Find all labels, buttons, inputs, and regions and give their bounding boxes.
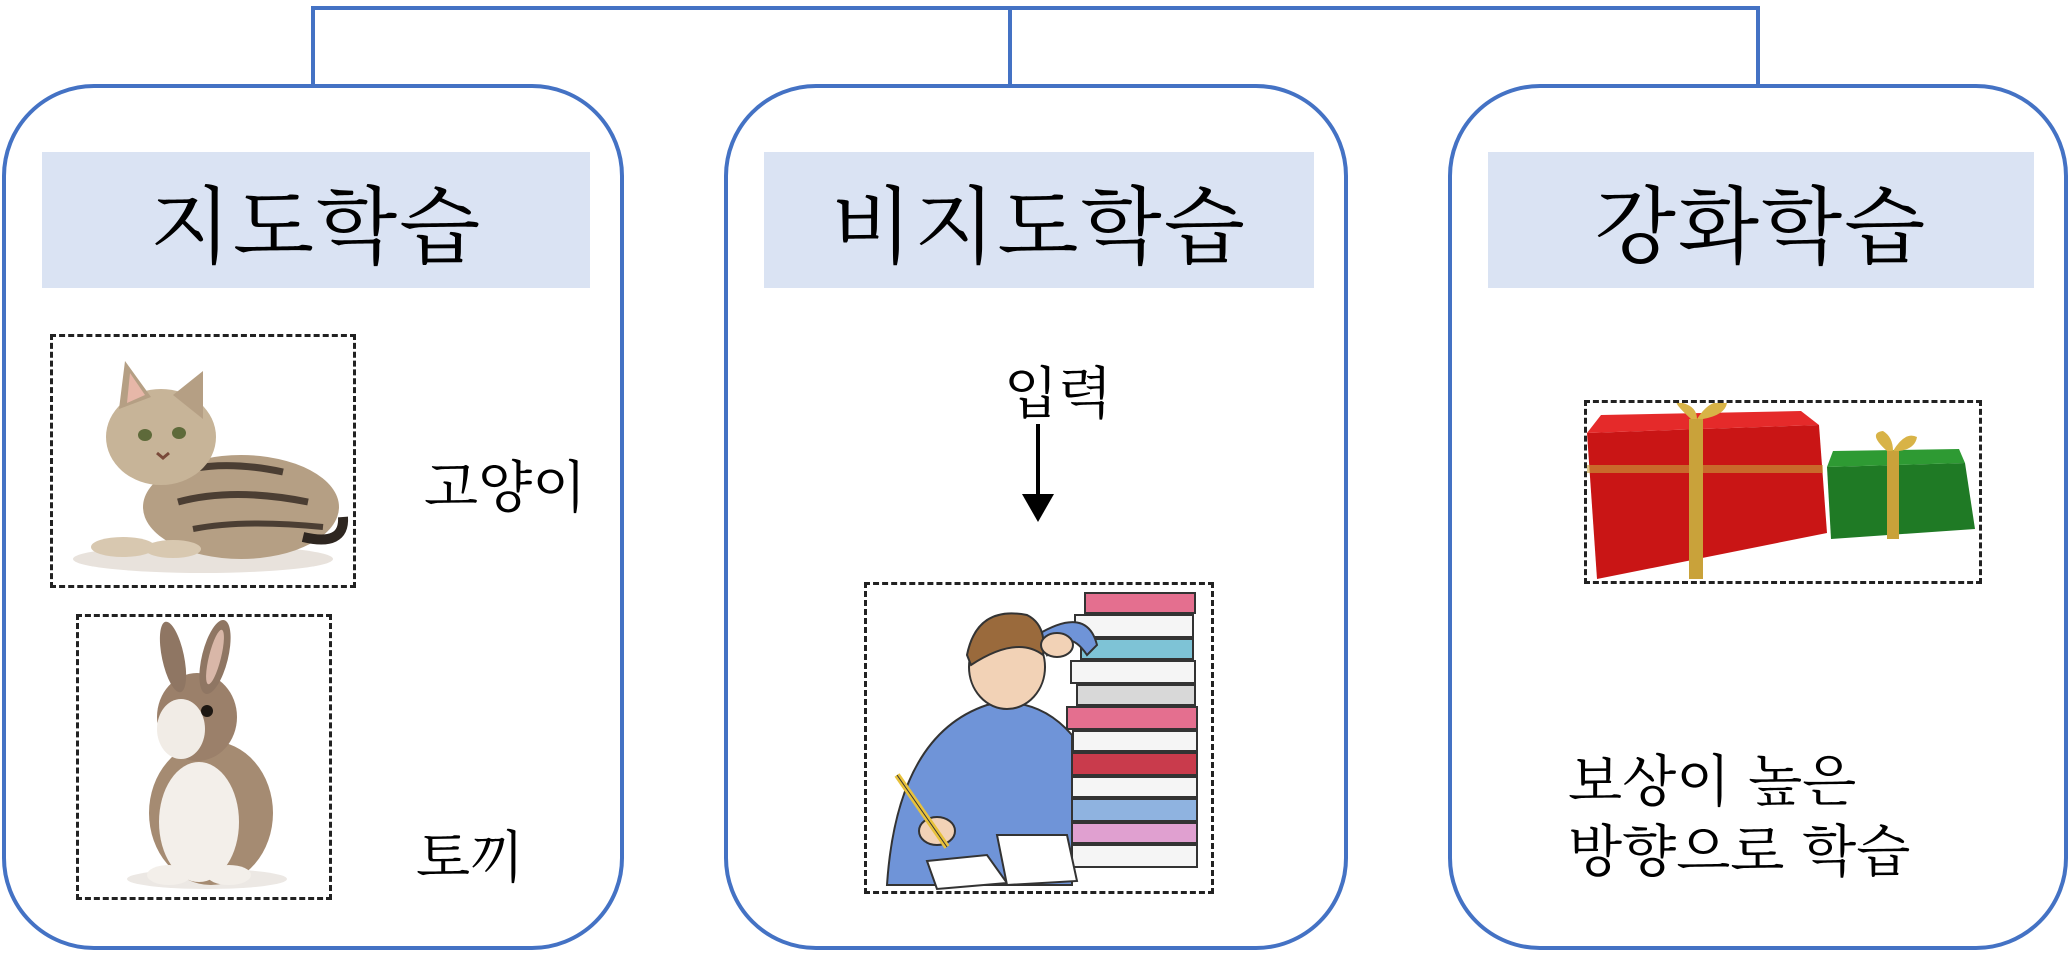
panel-title: 강화학습: [1488, 152, 2034, 288]
rabbit-image-frame: [76, 614, 332, 900]
input-label: 입력: [1004, 362, 1113, 427]
rabbit-label: 토끼: [416, 826, 525, 891]
panel-title: 지도학습: [42, 152, 590, 288]
unsupervised-learning-panel: [724, 84, 1348, 950]
gift-image: [1587, 403, 1979, 581]
cat-image-frame: [50, 334, 356, 588]
supervised-learning-panel: [2, 84, 624, 950]
down-arrow-icon: [1018, 424, 1058, 524]
reinforcement-learning-panel: [1448, 84, 2068, 950]
reward-caption: [1568, 748, 1910, 888]
reward-caption-line-1: 보상이 높은: [1568, 750, 1857, 815]
gift-image-frame: [1584, 400, 1982, 584]
reward-caption-line-2: 방향으로 학습: [1568, 820, 1911, 885]
panel-title: 비지도학습: [764, 152, 1314, 288]
student-image-frame: [864, 582, 1214, 894]
student-image: [867, 585, 1211, 891]
cat-image: [53, 337, 353, 585]
rabbit-image: [79, 617, 329, 897]
cat-label: 고양이: [424, 456, 587, 521]
